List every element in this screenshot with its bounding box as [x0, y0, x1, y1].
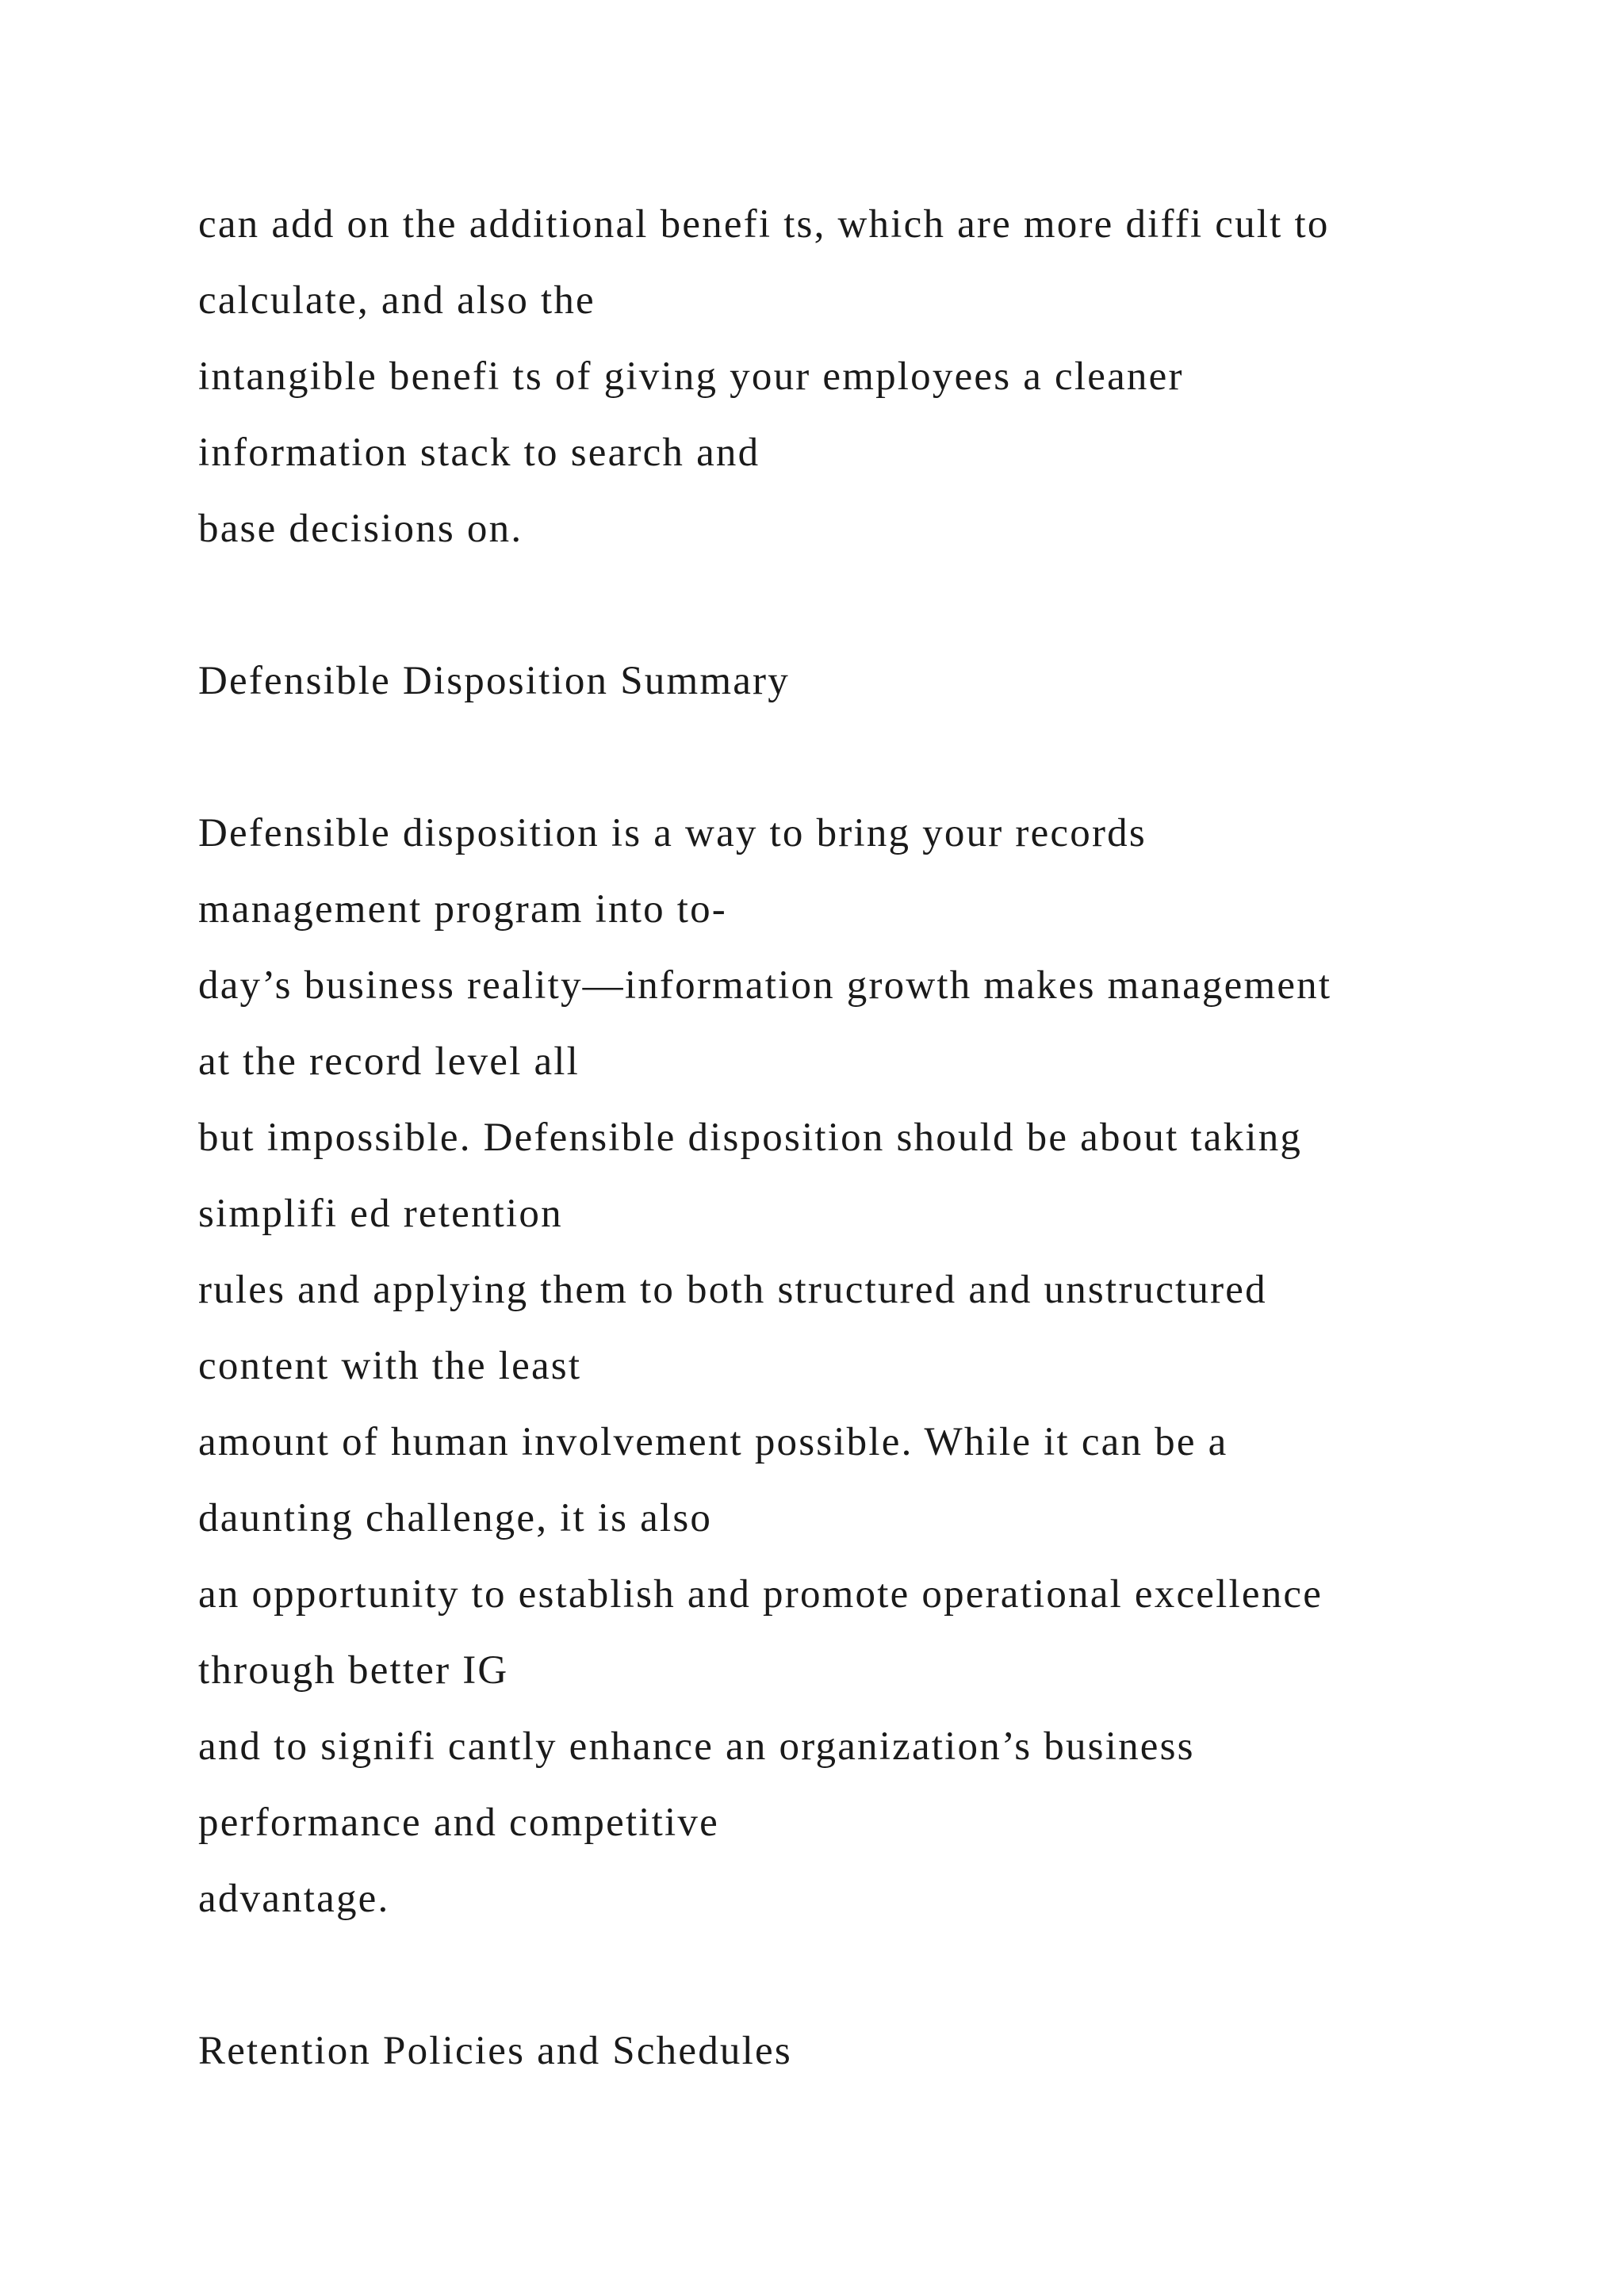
text-line: Defensible disposition is a way to bring your records: [198, 811, 1147, 855]
section-heading-defensible-disposition: Defensible Disposition Summary: [198, 659, 790, 703]
section-heading-retention-policies: Retention Policies and Schedules: [198, 2029, 792, 2073]
text-line: and to signifi cantly enhance an organization’s business: [198, 1724, 1195, 1769]
text-line: information stack to search and: [198, 430, 760, 475]
paragraph-gap: [198, 719, 1546, 795]
text-line: day’s business reality—information growth makes management: [198, 963, 1332, 1008]
text-line: can add on the additional benefi ts, which are more diffi cult to: [198, 202, 1330, 247]
text-line: advantage.: [198, 1877, 390, 1921]
text-line: management program into to-: [198, 887, 727, 932]
text-line: rules and applying them to both structured and unstructured: [198, 1268, 1267, 1312]
text-line: performance and competitive: [198, 1800, 719, 1845]
text-line: simplifi ed retention: [198, 1192, 563, 1236]
text-line: through better IG: [198, 1648, 509, 1693]
text-line: base decisions on.: [198, 507, 523, 551]
paragraph-gap: [198, 567, 1546, 643]
text-line: but impossible. Defensible disposition should be about taking: [198, 1115, 1303, 1160]
document-page: [198, 186, 1546, 2089]
text-line: an opportunity to establish and promote operational excellence: [198, 1572, 1323, 1617]
text-line: at the record level all: [198, 1039, 580, 1084]
text-line: calculate, and also the: [198, 278, 596, 323]
text-line: intangible benefi ts of giving your employees a cleaner: [198, 354, 1184, 399]
text-line: amount of human involvement possible. While it can be a: [198, 1420, 1228, 1464]
text-line: daunting challenge, it is also: [198, 1496, 713, 1540]
intro-paragraph: [198, 186, 1546, 567]
defensible-disposition-paragraph: [198, 795, 1546, 1937]
text-line: content with the least: [198, 1344, 582, 1388]
paragraph-gap: [198, 1937, 1546, 2013]
